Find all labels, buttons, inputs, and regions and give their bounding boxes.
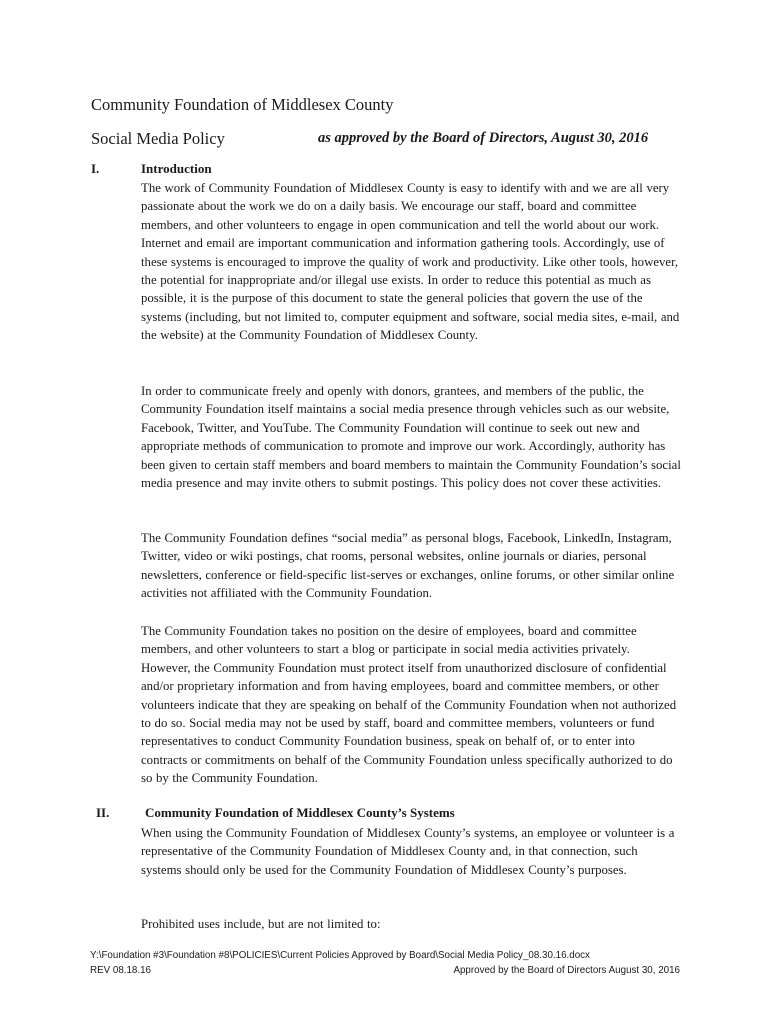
section-1-paragraph-1: The work of Community Foundation of Middlesex County is easy to identify with and we are all very passionate about the work we do on a daily basis. We encourage our staff, board and committee members, and other volunteers to engage in open communication and tell the world about our work. Internet and email are important communication and information gathering tools. Accordingly, use of these systems is encouraged to improve the quality of work and productivity. Like other tools, however, the potential for inappropriate and/or illegal use exists. In order to reduce this potential as much as possible, it is the purpose of this document to state the general policies that govern the use of the systems (including, but not limited to, computer equipment and software, social media sites, e-mail, and the website) at the Community Foundation of Middlesex County. [141, 181, 680, 343]
section-2-number: II. [96, 805, 110, 820]
section-1-paragraph-4: The Community Foundation takes no position on the desire of employees, board and committee members, and other volunteers to start a blog or participate in social media activities privately. However, the Community Foundation must protect itself from unauthorized disclosure of confidential and/or proprietary information and from having employees, board and committee members, or other volunteers indicate that they are speaking on behalf of the Community Foundation when not authorized to do so. Social media may not be used by staff, board and committee members, volunteers or fund representatives to conduct Community Foundation business, speak on behalf of, or to enter into contracts or commitments on behalf of the Community Foundation unless specifically authorized to do so by the Community Foundation. [141, 624, 677, 786]
document-subtitle: Social Media Policy [91, 129, 225, 148]
section-1-paragraph-3: The Community Foundation defines “social media” as personal blogs, Facebook, LinkedIn, Instagram, Twitter, video or wiki postings, chat rooms, personal websites, online journals or diaries, personal newsletters, conference or field-specific list-serves or exchanges, online forums, or other similar online activities not affiliated with the Community Foundation. [141, 531, 675, 601]
document-title: Community Foundation of Middlesex County [91, 95, 394, 114]
section-2-paragraph-1: When using the Community Foundation of Middlesex County’s systems, an employee or volunteer is a representative of the Community Foundation of Middlesex County and, in that connection, such systems should only be used for the Community Foundation of Middlesex County’s purposes. [141, 826, 675, 877]
approval-note: as approved by the Board of Directors, August 30, 2016 [318, 130, 649, 146]
footer-approval: Approved by the Board of Directors August 30, 2016 [453, 965, 680, 976]
section-2-paragraph-2: Prohibited uses include, but are not limited to: [141, 917, 381, 931]
section-2-heading: Community Foundation of Middlesex County’s Systems [145, 805, 455, 820]
section-1-number: I. [91, 161, 100, 176]
footer-file-path: Y:\Foundation #3\Foundation #8\POLICIES\Current Policies Approved by Board\Social Media Policy_08.30.16.docx [90, 950, 590, 961]
footer-revision: REV 08.18.16 [90, 965, 152, 976]
section-1-paragraph-2: In order to communicate freely and openly with donors, grantees, and members of the public, the Community Foundation itself maintains a social media presence through vehicles such as our website, Facebook, Twitter, and YouTube. The Community Foundation will continue to seek out new and appropriate methods of communication to promote and improve our work. Accordingly, authority has been given to certain staff members and board members to maintain the Community Foundation’s social media presence and may invite others to submit postings. This policy does not cover these activities. [141, 384, 681, 491]
section-1-heading: Introduction [141, 161, 212, 176]
